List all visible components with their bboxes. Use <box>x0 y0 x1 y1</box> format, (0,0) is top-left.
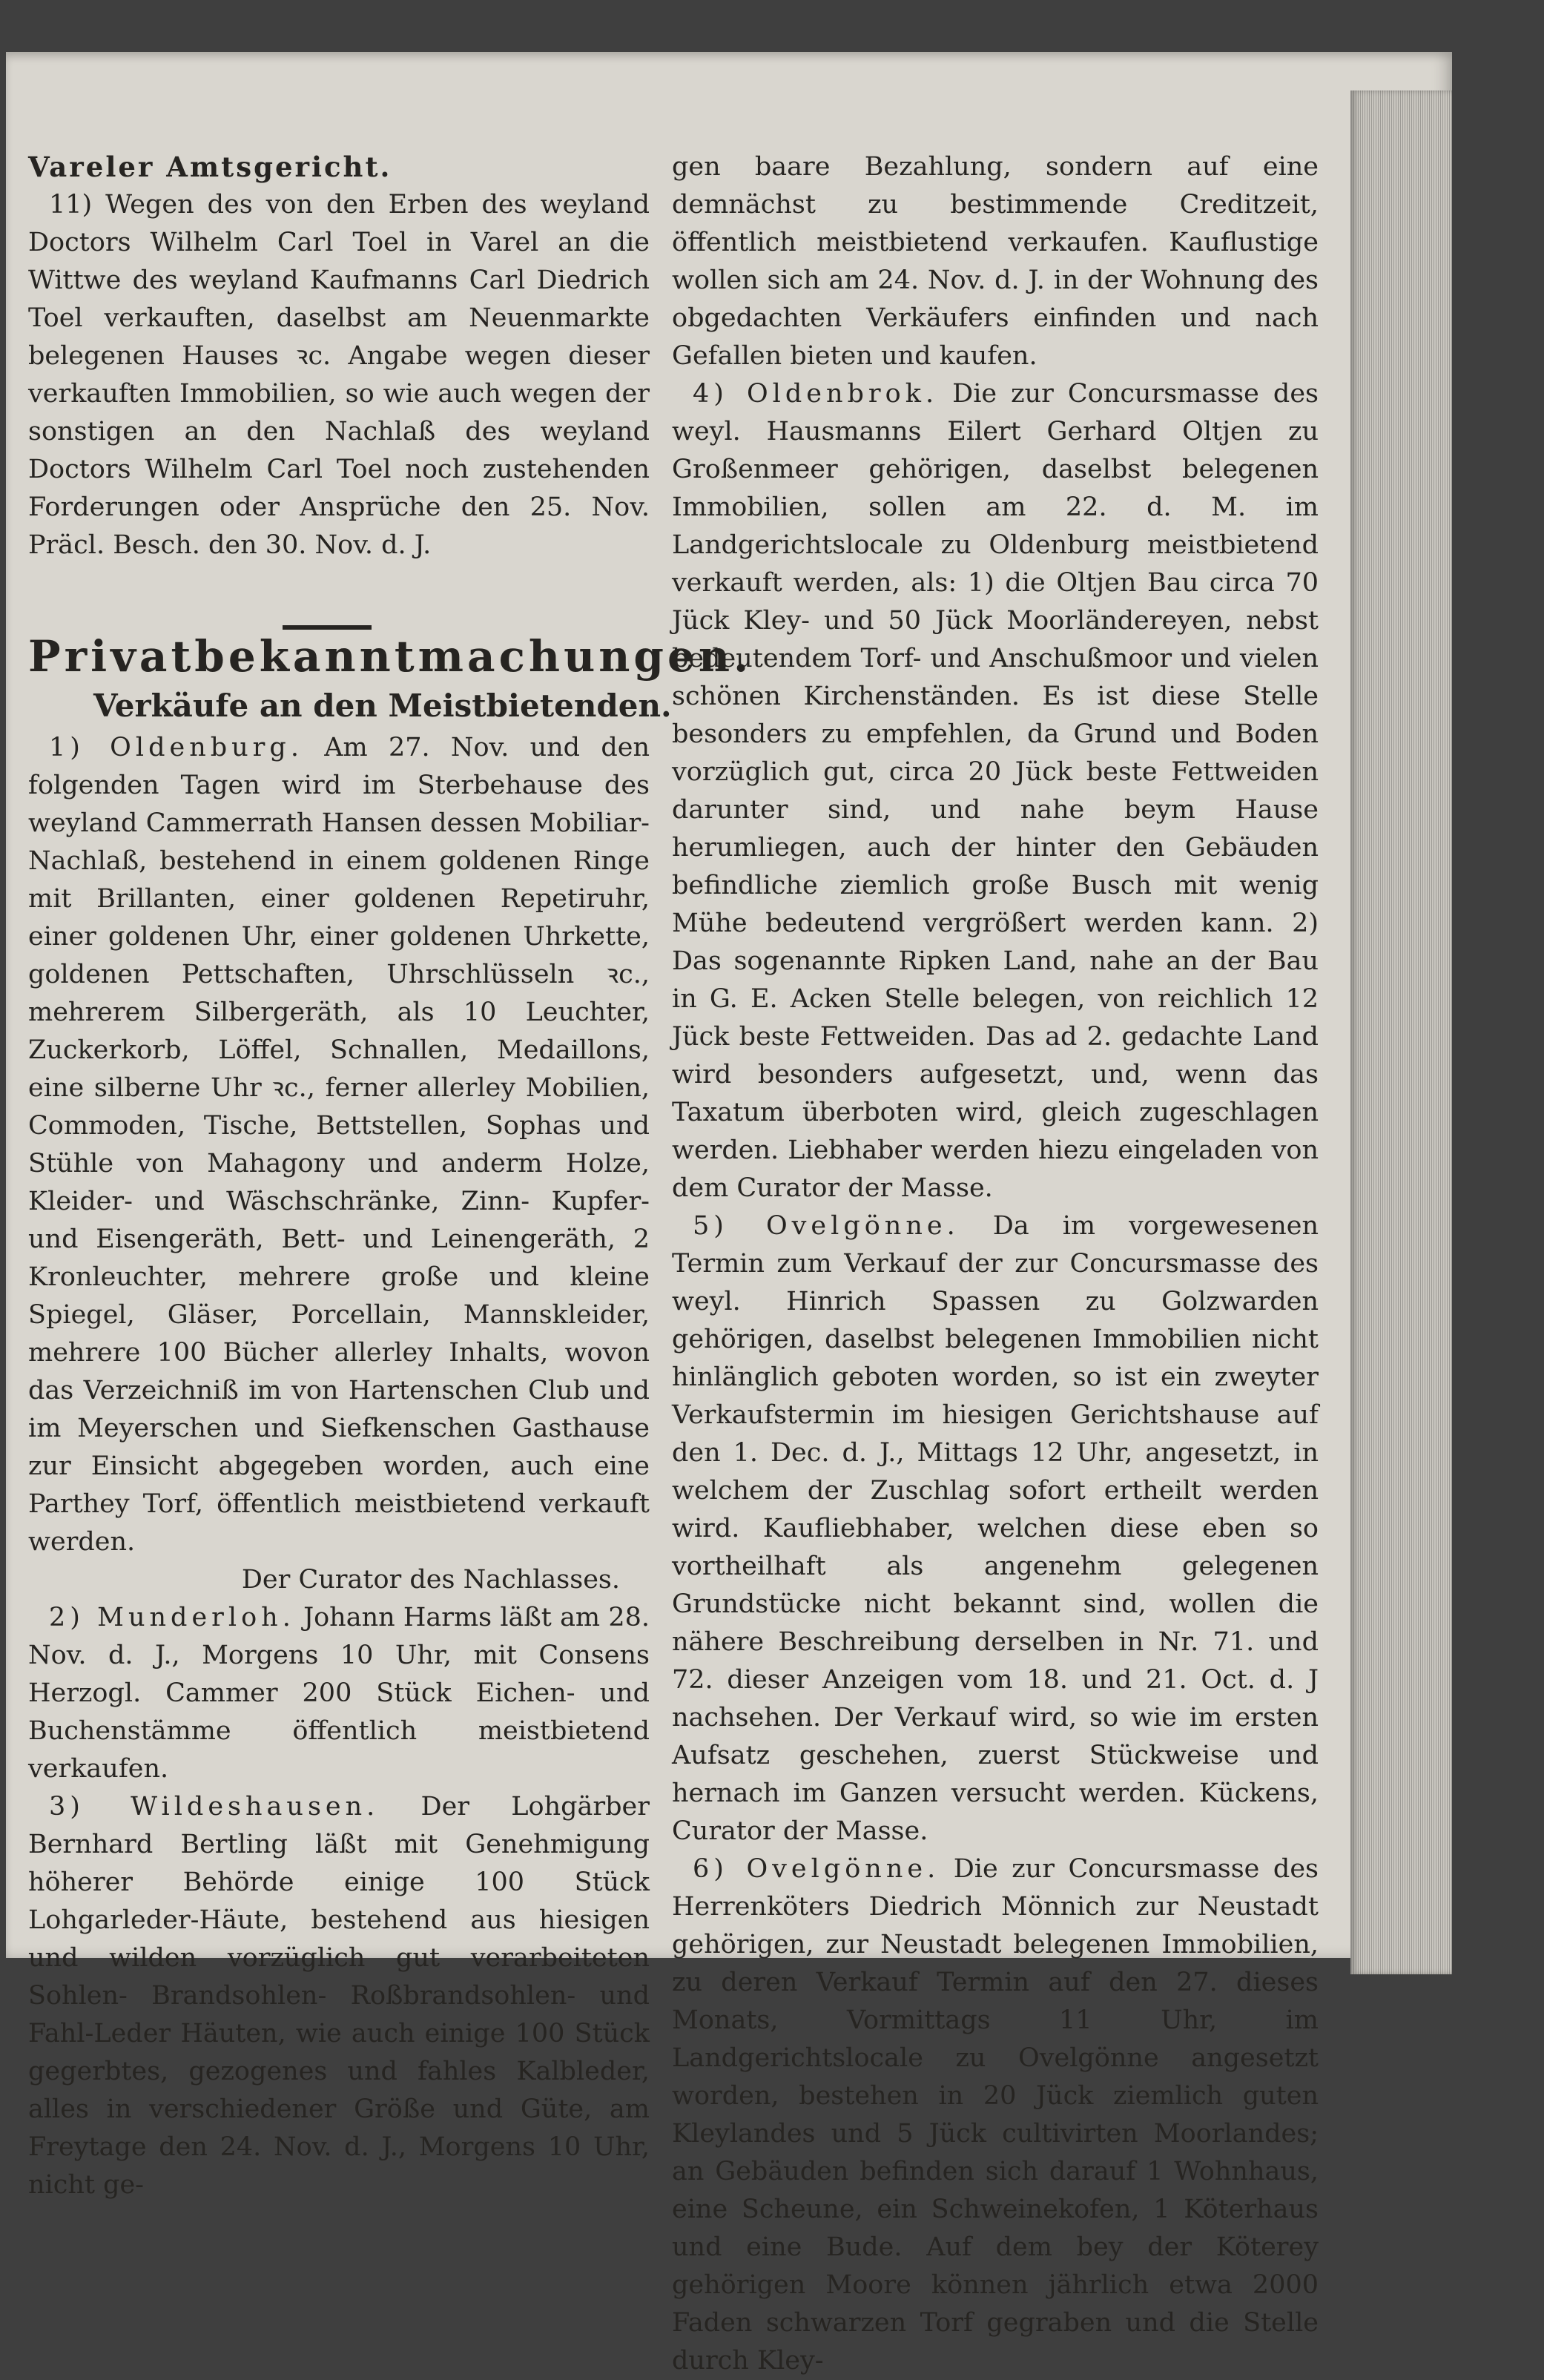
notice-4 <box>672 375 1319 1207</box>
notice-3-place: 3) Wildeshausen. <box>49 1792 380 1822</box>
notice-5 <box>672 1207 1319 1850</box>
notice-1-place: 1) Oldenburg. <box>49 733 303 762</box>
left-column <box>28 148 753 2204</box>
newspaper-page <box>6 52 1452 2376</box>
notice-4-body: Die zur Concursmasse des weyl. Hausmanns Eilert Gerhard Oltjen zu Großenmeer gehörigen, daselbst belegenen Immobilien, sollen am 22. d. M. im Landgerichtslocale zu Oldenburg meistbietend verkauft werden, als: 1) die Oltjen Bau circa 70 Jück Kley- und 50 Jück Moorländereyen, nebst bedeutendem Torf- und Anschußmoor und vielen schönen Kirchenständen. Es ist diese Stelle besonders zu empfehlen, da Grund und Boden vorzüglich gut, circa 20 Jück beste Fettweiden darunter sind, und nahe beym Hause herumliegen, auch der hinter den Gebäuden befindliche ziemlich große Busch mit wenig Mühe bedeutend vergrößert werden kann. 2) Das sogenannte Ripken Land, nahe an der Bau in G. E. Acken Stelle belegen, von reichlich 12 Jück beste Fettweiden. Das ad 2. gedachte Land wird besonders aufgesetzt, und, wenn das Taxatum überboten wird, gleich zugeschlagen werden. Liebhaber werden hiezu eingeladen von dem Curator der Masse. <box>672 379 1319 1203</box>
notice-5-body: Da im vorgewesenen Termin zum Verkauf der zur Concursmasse des weyl. Hinrich Spassen zu Golzwarden gehörigen, daselbst belegenen Immobilien nicht hinlänglich geboten worden, so ist ein zweyter Verkaufstermin im hiesigen Gerichtshause auf den 1. Dec. d. J., Mittags 12 Uhr, angesetzt, in welchem der Zuschlag sofort ertheilt werden wird. Kaufliebhaber, welchen diese eben so vortheilhaft als angenehm gelegenen Grundstücke nicht bekannt sind, wollen die nähere Beschreibung derselben in Nr. 71. und 72. dieser Anzeigen vom 18. und 21. Oct. d. J nachsehen. Der Verkauf wird, so wie im ersten Aufsatz geschehen, zuerst Stückweise und hernach im Ganzen versucht werden. <box>672 1211 1319 1808</box>
notice-4-place: 4) Oldenbrok. <box>693 379 939 409</box>
notice-5-place: 5) Ovelgönne. <box>693 1211 960 1241</box>
notice-3-body: Der Lohgärber Bernhard Bertling läßt mit Genehmigung höherer Behörde einige 100 Stück Lohgarleder-Häute, bestehend aus hiesigen und wilden vorzüglich gut verarbeiteten Sohlen- Brandsohlen- Roßbrandsohlen- und Fahl-Leder Häuten, wie auch einige 100 Stück gegerbtes, gezogenes und fahles Kalbleder, alles in verschiedener Größe und Güte, am Freytage den 24. Nov. d. J., Morgens 10 Uhr, nicht ge- <box>28 1792 650 2200</box>
notice-1-body: Am 27. Nov. und den folgenden Tagen wird im Sterbehause des weyland Cammerrath Hansen dessen Mobiliar-Nachlaß, bestehend in einem goldenen Ringe mit Brillanten, einer goldenen Repetiruhr, einer goldenen Uhr, einer goldenen Uhrkette, goldenen Pettschaften, Uhrschlüsseln ꝛc., mehrerem Silbergeräth, als 10 Leuchter, Zuckerkorb, Löffel, Schnallen, Medaillons, eine silberne Uhr ꝛc., ferner allerley Mobilien, Commoden, Tische, Bettstellen, Sophas und Stühle von Mahagony und anderm Holze, Kleider- und Wäschschränke, Zinn- Kupfer- und Eisengeräth, Bett- und Leinengeräth, 2 Kronleuchter, mehrere große und kleine Spiegel, Gläser, Porcellain, Mannskleider, mehrere 100 Bücher allerley Inhalts, wovon das Verzeichniß im von Hartenschen Club und im Meyerschen und Siefkenschen Gasthause zur Einsicht abgegeben worden, auch eine Parthey Torf, öffentlich meistbietend verkauft werden. <box>28 733 650 1557</box>
main-heading: Privatbekanntmachungen. <box>28 631 753 682</box>
notice-5-signature: Kückens, Curator der Masse. <box>672 1779 1319 1846</box>
book-page-edges <box>1350 90 1452 1974</box>
notice-2 <box>28 1599 650 1788</box>
notice-6-body: Die zur Concursmasse des Herrenköters Diedrich Mönnich zur Neustadt gehörigen, zur Neustadt belegenen Immobilien, zu deren Verkauf Termin auf den 27. dieses Monats, Vormittags 11 Uhr, im Landgerichtslocale zu Ovelgönne angesetzt worden, bestehen in 20 Jück ziemlich guten Kleylandes und 5 Jück cultivirten Moorlandes; an Gebäuden befinden sich darauf 1 Wohnhaus, eine Scheune, ein Schweinekofen, 1 Köterhaus und eine Bude. Auf dem bey der Köterey gehörigen Moore können jährlich etwa 2000 Faden schwarzen Torf gegraben und die Stelle durch Kley- <box>672 1854 1319 2376</box>
sub-heading: Verkäufe an den Meistbietenden. <box>93 688 672 724</box>
notice-3-continued: gen baare Bezahlung, sondern auf eine demnächst zu bestimmende Creditzeit, öffentlich meistbietend verkaufen. Kauflustige wollen sich am 24. Nov. d. J. in der Wohnung des obgedachten Verkäufers einfinden und nach Gefallen bieten und kaufen. <box>672 152 1319 371</box>
notice-1-signature: Der Curator des Nachlasses. <box>241 1565 620 1595</box>
notice-6 <box>672 1850 1319 2380</box>
notice-1 <box>28 729 650 1561</box>
notice-2-place: 2) Munderloh. <box>49 1603 295 1632</box>
section-title: Vareler Amtsgericht. <box>28 151 392 183</box>
notice-3 <box>28 1788 650 2204</box>
right-column <box>672 148 1319 2380</box>
notice-11: 11) Wegen des von den Erben des weyland Doctors Wilhelm Carl Toel in Varel an die Wittwe des weyland Kaufmanns Carl Diedrich Toel verkauften, daselbst am Neuenmarkte belegenen Hauses ꝛc. Angabe wegen dieser verkauften Immobilien, so wie auch wegen der sonstigen an den Nachlaß des weyland Doctors Wilhelm Carl Toel noch zustehenden Forderungen oder Ansprüche den 25. Nov. Präcl. Besch. den 30. Nov. d. J. <box>28 190 650 560</box>
notice-2-body: Johann Harms läßt am 28. Nov. d. J., Morgens 10 Uhr, mit Consens Herzogl. Cammer 200 Stück Eichen- und Buchenstämme öffentlich meistbietend verkaufen. <box>28 1603 650 1784</box>
notice-6-place: 6) Ovelgönne. <box>693 1854 940 1884</box>
